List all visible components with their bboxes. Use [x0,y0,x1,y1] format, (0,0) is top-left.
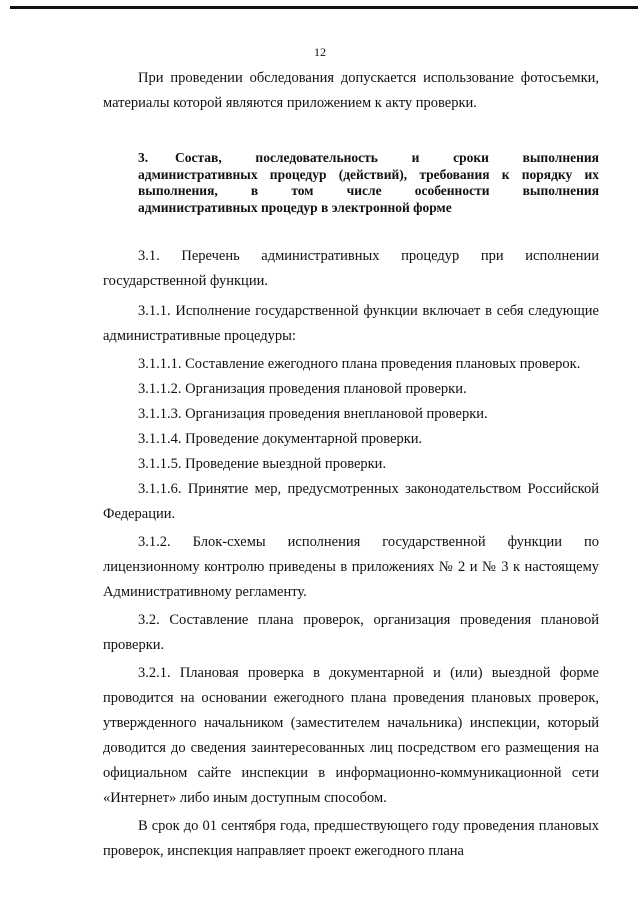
paragraph-3-1-1: 3.1.1. Исполнение государственной функции включает в себя следующие административные процедуры: [103,303,599,344]
document-body [103,66,599,864]
heading-line-1: Состав, последовательность и сроки выполнения [175,150,599,165]
paragraph-3-1-1-6: 3.1.1.6. Принятие мер, предусмотренных законодательством Российской Федерации. [103,481,599,522]
paragraph-3-1-1-3: 3.1.1.3. Организация проведения внеплановой проверки. [138,406,488,422]
paragraph-photo: При проведении обследования допускается использование фотосъемки, материалы которой являются приложением к акту проверки. [103,70,599,111]
paragraph-3-1-1-5: 3.1.1.5. Проведение выездной проверки. [138,456,387,472]
heading-line-2: административных процедур (действий), требования к порядку их [138,166,599,182]
paragraph-3-1-1-2: 3.1.1.2. Организация проведения плановой проверки. [138,381,467,397]
top-rule [10,6,638,9]
paragraph-3-1-1-1: 3.1.1.1. Составление ежегодного плана проведения плановых проверок. [138,356,581,372]
heading-line-4: административных процедур в электронной форме [138,199,452,215]
heading-number: 3. [138,150,149,165]
heading-line-3: выполнения, в том числе особенности выполнения [138,183,599,198]
paragraph-3-1-2: 3.1.2. Блок-схемы исполнения государственной функции по лицензионному контролю приведены в приложениях № 2 и № 3 к настоящему Административному регламенту. [103,534,599,600]
page-number: 12 [314,45,326,59]
paragraph-3-2: 3.2. Составление плана проверок, организация проведения плановой проверки. [103,612,599,653]
paragraph-3-1: 3.1. Перечень административных процедур при исполнении государственной функции. [103,248,599,289]
paragraph-3-1-1-4: 3.1.1.4. Проведение документарной проверки. [138,431,423,447]
paragraph-3-2-1: 3.2.1. Плановая проверка в документарной и (или) выездной форме проводится на основании ежегодного плана проведения плановых проверок, утвержденного начальником (заместителем начальника) инспекции, который доводится до сведения заинтересованных лиц посредством его размещения на официальном сайте инспекции в информационно-коммуникационной сети «Интернет» либо иным доступным способом. [103,665,599,806]
paragraph-deadline: В срок до 01 сентября года, предшествующего году проведения плановых проверок, инспекция направляет проект ежегодного плана [103,818,599,859]
section-heading [103,150,599,216]
